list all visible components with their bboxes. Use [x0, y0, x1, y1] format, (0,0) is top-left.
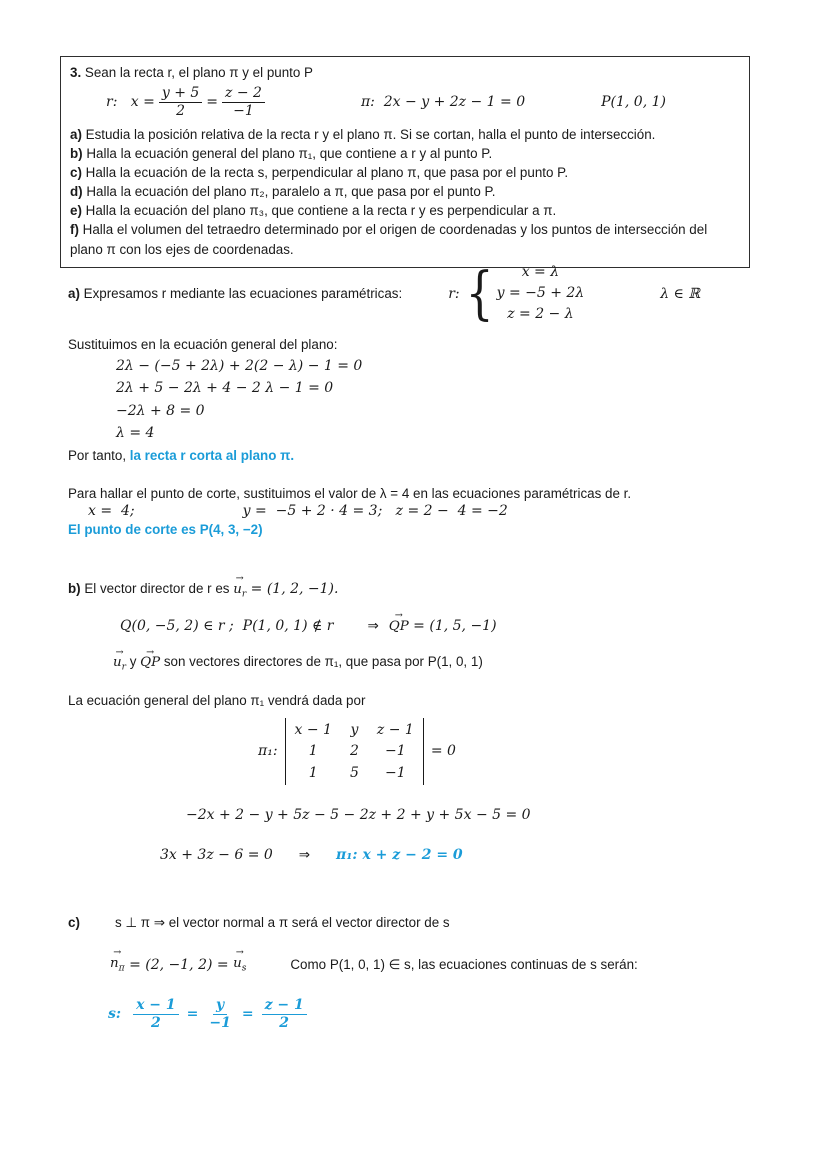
item-text: Halla la ecuación general del plano π₁, que contiene a r y al punto P.: [82, 145, 493, 161]
det-cell: y: [350, 721, 359, 738]
implies-arrow-icon: ⇒: [367, 618, 379, 634]
det-equals-zero: = 0: [430, 743, 456, 760]
section-c-label: c): [68, 914, 80, 930]
problem-item-f: [70, 220, 740, 258]
implies-arrow-icon: ⇒: [298, 846, 311, 862]
det-cell: x − 1: [294, 721, 332, 738]
item-label: a): [70, 126, 82, 142]
det-cell: 1: [308, 743, 318, 760]
y-z-values: y = −5 + 2 · 4 = 3; z = 2 − 4 = −2: [242, 502, 508, 519]
problem-item-b: [70, 144, 740, 163]
plane-pi-equation: π: 2x − y + 2z − 1 = 0: [360, 93, 526, 110]
equals-sign: =: [186, 1006, 199, 1023]
determinant-matrix: [285, 718, 424, 785]
simplified-result-row: [160, 847, 774, 863]
section-a-intro-row: [68, 259, 774, 327]
general-equation-intro: La ecuación general del plano π₁ vendrá dada por: [68, 692, 366, 708]
system-equations: [497, 262, 585, 325]
step-equation: 2λ + 5 − 2λ + 4 − 2 λ − 1 = 0: [116, 380, 334, 397]
section-b-intro-post: = (1, 2, −1).: [246, 580, 339, 597]
fraction-denominator: 2: [279, 1014, 290, 1031]
det-cell: z − 1: [376, 721, 414, 738]
given-equations-row: [70, 85, 740, 118]
determinant-equation: [258, 718, 456, 785]
vector-arrow-icon: →: [394, 610, 403, 622]
fraction-denominator: 2: [176, 102, 186, 119]
r-equation-label: r: x =: [106, 93, 155, 110]
r-system-label: r:: [448, 285, 460, 302]
fraction-denominator: 2: [150, 1014, 161, 1031]
section-a-intro: [68, 286, 402, 301]
vector-arrow-icon: →: [235, 573, 244, 585]
fraction-numerator: y + 5: [159, 85, 202, 102]
vector-base: QP: [388, 618, 409, 634]
normal-vector-line: [110, 947, 774, 974]
vector-u-r: [233, 573, 247, 600]
vector-subscript: r: [121, 662, 126, 673]
fraction-numerator: x − 1: [133, 997, 179, 1014]
directors-post: son vectores directores de π₁, que pasa por P(1, 0, 1): [160, 654, 483, 670]
vector-base: u: [113, 655, 122, 671]
plane-pi1-result: π₁: x + z − 2 = 0: [336, 846, 463, 863]
fraction-x-minus-1-over-2: [133, 997, 179, 1030]
line-s-equation: [108, 997, 774, 1030]
system-eq-x: x = λ: [521, 264, 560, 280]
fraction-numerator: z − 2: [222, 85, 265, 102]
parametric-system: [448, 259, 585, 327]
step-equation: −2λ + 8 = 0: [116, 402, 205, 419]
x-value: x = 4;: [88, 502, 135, 519]
fraction-z-minus-2-over-minus-1: [222, 85, 265, 118]
item-label: f): [70, 222, 79, 238]
section-a-label: a): [68, 286, 80, 301]
fraction-numerator: y: [213, 997, 227, 1014]
vector-base: QP: [140, 655, 161, 671]
item-text: Halla el volumen del tetraedro determinado por el origen de coordenadas y los puntos de intersección del plano π con los ejes de coordenadas.: [70, 222, 708, 257]
simplified-equation: 3x + 3z − 6 = 0: [160, 846, 273, 863]
directors-mid: y: [125, 654, 141, 670]
vector-arrow-icon: →: [113, 947, 122, 959]
item-label: e): [70, 203, 82, 219]
conclusion-line: [68, 448, 774, 463]
substitution-title: Sustituimos en la ecuación general del plano:: [68, 337, 338, 352]
section-b: [68, 573, 774, 863]
pi1-label: π₁:: [258, 743, 278, 760]
fraction-y-plus-5-over-2: [159, 85, 202, 118]
det-cell: 1: [308, 764, 318, 781]
problem-intro-text: Sean la recta r, el plano π y el punto P: [81, 65, 313, 80]
point-p-coordinates: P(1, 0, 1): [601, 93, 666, 110]
continuous-equations-intro: Como P(1, 0, 1) ∈ s, las ecuaciones continuas de s serán:: [290, 956, 638, 972]
det-cell: −1: [385, 743, 406, 760]
problem-item-e: [70, 201, 740, 220]
vector-subscript: π: [118, 963, 125, 974]
vector-u-r: [113, 646, 126, 673]
intersection-values-line: [68, 503, 774, 519]
vector-base: u: [233, 581, 242, 597]
det-cell: −1: [385, 764, 406, 781]
system-eq-y: y = −5 + 2λ: [496, 285, 585, 301]
substitution-steps: [116, 355, 774, 445]
item-text: Halla la ecuación del plano π₂, paralelo a π, que pasa por el punto P.: [82, 184, 496, 200]
step-equation: λ = 4: [116, 425, 155, 442]
system-eq-z: z = 2 − λ: [507, 306, 574, 322]
vector-base: u: [233, 955, 242, 971]
directors-line: [113, 646, 774, 673]
line-r-equation: [106, 85, 269, 118]
item-label: d): [70, 184, 83, 200]
fraction-denominator: −1: [209, 1014, 231, 1031]
vector-qp: [140, 646, 161, 671]
conclusion-prefix: Por tanto,: [68, 447, 130, 463]
fraction-z-minus-1-over-2: [262, 997, 307, 1030]
solution-content: [68, 259, 774, 1031]
vector-arrow-icon: →: [146, 646, 155, 658]
vector-base: n: [110, 955, 119, 971]
step-equation: 2λ − (−5 + 2λ) + 2(2 − λ) − 1 = 0: [116, 358, 363, 374]
vector-arrow-icon: →: [115, 646, 124, 658]
item-text: Halla la ecuación del plano π₃, que contiene a la recta r y es perpendicular a π.: [81, 203, 557, 219]
conclusion-highlight: la recta r corta al plano π.: [129, 447, 295, 463]
problem-number: 3.: [70, 65, 82, 80]
expansion-equation: −2x + 2 − y + 5z − 5 − 2z + 2 + y + 5x − 5 = 0: [186, 806, 531, 823]
equals-sign: =: [206, 93, 219, 110]
item-label: c): [70, 164, 82, 180]
fraction-numerator: z − 1: [262, 997, 307, 1014]
problem-intro-line: [70, 63, 740, 82]
q-p-membership: Q(0, −5, 2) ∈ r ; P(1, 0, 1) ∉ r: [120, 618, 334, 635]
vector-n-pi: [110, 947, 125, 974]
fraction-y-over-minus-1: [206, 997, 233, 1030]
problem-statement-box: [60, 56, 750, 268]
det-cell: 5: [349, 764, 359, 781]
system-brace: {: [465, 259, 494, 327]
section-b-intro: [68, 573, 774, 600]
perpendicular-condition: s ⊥ π ⇒ el vector normal a π será el vector director de s: [115, 914, 450, 930]
lambda-domain: λ ∈ ℝ: [660, 285, 700, 302]
item-label: b): [70, 145, 83, 161]
item-text: Estudia la posición relativa de la recta r y el plano π. Si se cortan, halla el punto de intersección.: [81, 126, 656, 142]
section-b-intro-pre: El vector director de r es: [80, 580, 234, 596]
problem-item-a: [70, 125, 740, 144]
vector-subscript: r: [241, 589, 247, 600]
section-a-intro-text: Expresamos r mediante las ecuaciones paramétricas:: [79, 286, 403, 301]
fraction-denominator: −1: [233, 102, 254, 119]
qp-value: = (1, 5, −1): [408, 618, 497, 635]
item-text: Halla la ecuación de la recta s, perpendicular al plano π, que pasa por el punto P.: [81, 164, 569, 180]
intersection-point-result: El punto de corte es P(4, 3, −2): [68, 521, 263, 537]
det-cell: 2: [349, 743, 359, 760]
problem-item-d: [70, 182, 740, 201]
vector-subscript: s: [241, 963, 247, 974]
intersection-explanation: Para hallar el punto de corte, sustituimos el valor de λ = 4 en las ecuaciones paramétricas de r.: [68, 485, 632, 501]
vector-arrow-icon: →: [235, 947, 244, 959]
section-c: [68, 915, 774, 1031]
s-label: s:: [108, 1006, 122, 1023]
vector-qp: [388, 610, 409, 634]
problem-item-c: [70, 163, 740, 182]
section-b-label: b): [68, 580, 81, 596]
normal-vector-value: = (2, −1, 2) =: [124, 956, 234, 973]
section-c-head: [68, 915, 774, 931]
equals-sign: =: [241, 1006, 254, 1023]
membership-line: [120, 610, 774, 635]
vector-u-s: [233, 947, 247, 974]
